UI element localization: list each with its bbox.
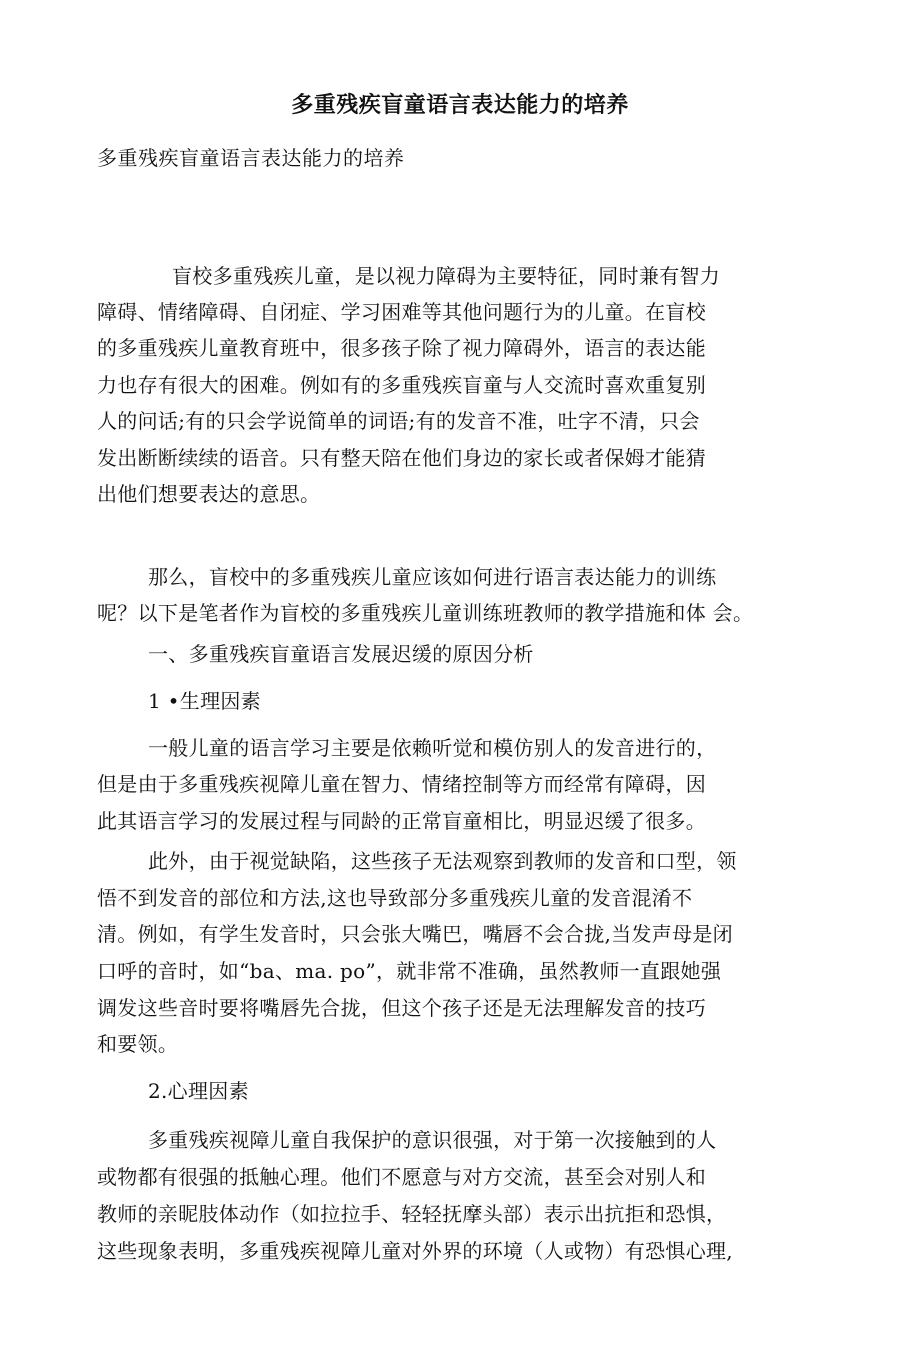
paragraph-line: 清。例如，有学生发音时，只会张大嘴巴，嘴唇不会合拢,当发声母是闭 [97, 922, 733, 946]
paragraph-line: 出他们想要表达的意思。 [97, 482, 321, 506]
paragraph-line: 或物都有很强的抵触心理。他们不愿意与对方交流，甚至会对别人和 [97, 1165, 706, 1189]
subsection-heading: 1 •生理因素 [148, 689, 261, 713]
section-heading: 一、多重残疾盲童语言发展迟缓的原因分析 [148, 642, 534, 666]
paragraph-line: 教师的亲昵肢体动作（如拉拉手、轻轻抚摩头部）表示出抗拒和恐惧， [97, 1202, 727, 1226]
paragraph-line: 力也存有很大的困难。例如有的多重残疾盲童与人交流时喜欢重复别 [97, 373, 706, 397]
paragraph-line: 此其语言学习的发展过程与同龄的正常盲童相比，明显迟缓了很多。 [97, 809, 706, 833]
paragraph-line: 人的问话;有的只会学说简单的词语;有的发音不准，吐字不清，只会 [97, 409, 700, 433]
document-title: 多重残疾盲童语言表达能力的培养 [291, 92, 629, 118]
subsection-heading: 2.心理因素 [148, 1079, 249, 1103]
paragraph-line: 此外，由于视觉缺陷，这些孩子无法观察到教师的发音和口型，领 [148, 849, 737, 873]
paragraph-line: 障碍、情绪障碍、自闭症、学习困难等其他问题行为的儿童。在盲校 [97, 300, 706, 324]
paragraph-line: 发出断断续续的语音。只有整天陪在他们身边的家长或者保姆才能猜 [97, 446, 706, 470]
paragraph-line: 那么，盲校中的多重残疾儿童应该如何进行语言表达能力的训练 [148, 565, 717, 589]
paragraph-line: 这些现象表明，多重残疾视障儿童对外界的环境（人或物）有恐惧心理, [97, 1239, 733, 1263]
paragraph-line: 口呼的音时，如“ba、ma. po”，就非常不准确，虽然教师一直跟她强 [97, 959, 722, 983]
paragraph-line: 多重残疾视障儿童自我保护的意识很强，对于第一次接触到的人 [148, 1128, 717, 1152]
paragraph-line: 和要领。 [97, 1032, 179, 1056]
paragraph-line: 悟不到发音的部位和方法,这也导致部分多重残疾儿童的发音混淆不 [97, 886, 693, 910]
paragraph-line: 但是由于多重残疾视障儿童在智力、情绪控制等方而经常有障碍，因 [97, 772, 706, 796]
paragraph-line: 调发这些音时要将嘴唇先合拢，但这个孩子还是无法理解发音的技巧 [97, 996, 706, 1020]
document-subtitle: 多重残疾盲童语言表达能力的培养 [97, 146, 405, 170]
paragraph-line: 一般儿童的语言学习主要是依赖听觉和模仿别人的发音进行的， [148, 736, 717, 760]
paragraph-line: 呢？以下是笔者作为盲校的多重残疾儿童训练班教师的教学措施和体 会。 [97, 601, 754, 625]
paragraph-line: 盲校多重残疾儿童，是以视力障碍为主要特征，同时兼有智力 [172, 264, 721, 288]
paragraph-line: 的多重残疾儿童教育班中，很多孩子除了视力障碍外，语言的表达能 [97, 336, 706, 360]
